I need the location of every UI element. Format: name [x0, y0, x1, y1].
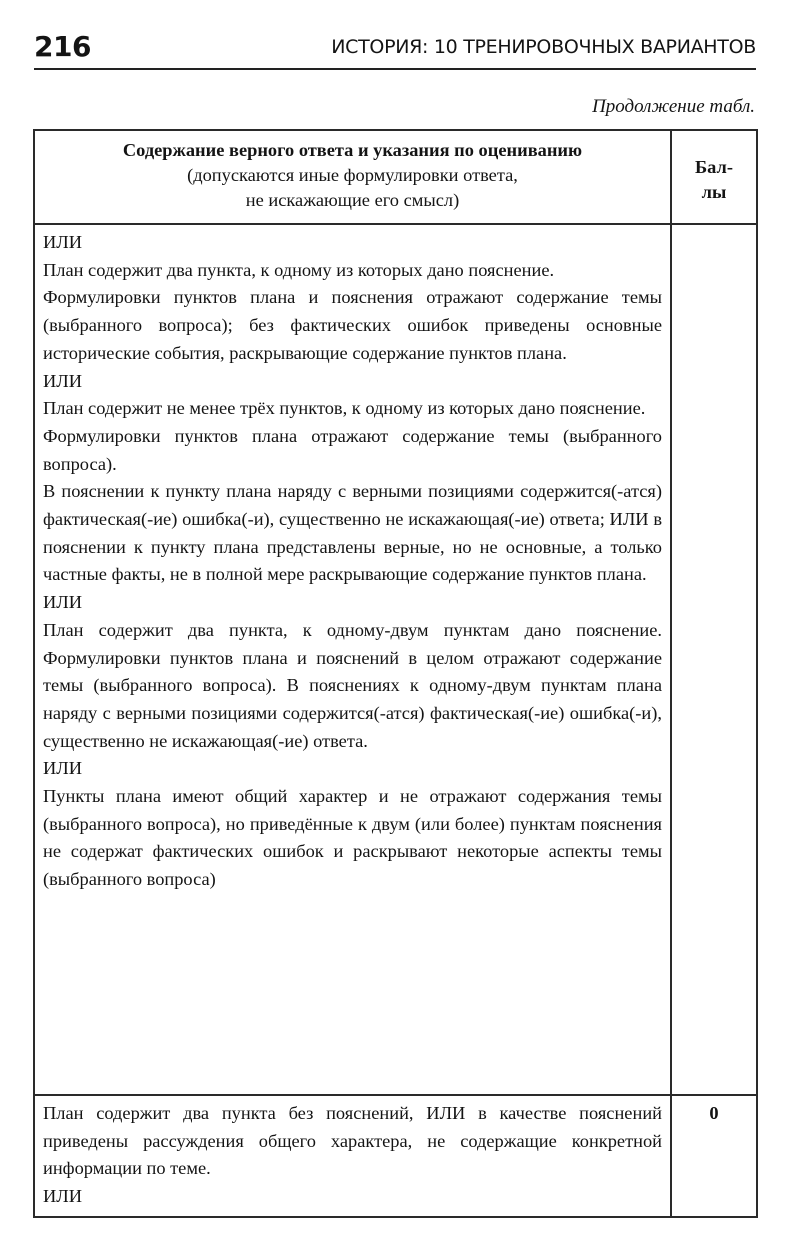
- criteria-cell: [34, 224, 671, 1095]
- criteria-paragraph: Пункты плана имеют общий характер и не отражают содержания темы (выбранного вопроса), но приведённые к двум (или более) пунктам пояснения не содержат фактических ошибок и раскрывают некоторые аспекты темы (выбранного вопроса): [43, 786, 662, 890]
- criteria-paragraph: Формулировки пунктов плана и пояснения отражают содержание темы (выбранного вопроса); без фактических ошибок приведены основные исторические события, раскрывающие содержание пунктов плана.: [43, 287, 662, 363]
- score-header-line2: лы: [701, 182, 727, 202]
- page-number: 216: [34, 30, 91, 63]
- score-column-header: [671, 130, 757, 224]
- criteria-cell: [34, 1095, 671, 1217]
- criteria-header-note-line1: (допускаются иные формулировки ответа,: [187, 165, 518, 185]
- table-row: [34, 1095, 757, 1217]
- score-cell: 0: [671, 1095, 757, 1217]
- score-header-line1: Бал-: [695, 157, 733, 177]
- criteria-header-title: Содержание верного ответа и указания по оцениванию: [122, 140, 583, 160]
- criteria-paragraph: ИЛИ: [43, 232, 83, 252]
- criteria-paragraph: План содержит не менее трёх пунктов, к одному из которых дано пояснение.: [43, 398, 646, 419]
- table-continuation-label: Продолжение табл.: [592, 96, 755, 117]
- criteria-paragraph: В пояснении к пункту плана наряду с верными позициями содержится(-атся) фактическая(-ие) ошибка(-и), существенно не искажающая(-ие) ответа; ИЛИ в пояснении к пункту плана представлены верные, но не основные, а только частные факты, не в полной мере раскрывающие содержание пунктов плана.: [43, 481, 662, 585]
- table-row: [34, 224, 757, 1095]
- page-header: [34, 26, 756, 70]
- criteria-paragraph: ИЛИ: [43, 1186, 83, 1207]
- criteria-paragraph: ИЛИ: [43, 370, 83, 391]
- criteria-paragraph: ИЛИ: [43, 592, 83, 613]
- criteria-paragraph: Формулировки пунктов плана отражают содержание темы (выбранного вопроса).: [43, 425, 662, 474]
- table-header-row: [34, 130, 757, 224]
- criteria-paragraph: План содержит два пункта, к одному-двум пунктам дано пояснение. Формулировки пунктов плана и пояснений в целом отражают содержание темы (выбранного вопроса). В пояснениях к одному-двум пунктам плана наряду с верными позициями содержится(-атся) фактическая(-ие) ошибка(-и), существенно не искажающая(-ие) ответа.: [43, 619, 662, 751]
- criteria-paragraph: План содержит два пункта, к одному из которых дано пояснение.: [43, 259, 555, 280]
- score-cell: [671, 224, 757, 1095]
- header-divider: [34, 68, 756, 70]
- grading-criteria-table: [33, 129, 758, 1218]
- criteria-header-note-line2: не искажающие его смысл): [245, 190, 460, 210]
- criteria-column-header: [34, 130, 671, 224]
- criteria-paragraph: ИЛИ: [43, 758, 83, 779]
- running-title: ИСТОРИЯ: 10 ТРЕНИРОВОЧНЫХ ВАРИАНТОВ: [331, 36, 756, 58]
- criteria-paragraph: План содержит два пункта без пояснений, ИЛИ в качестве пояснений приведены рассуждения общего характера, не содержащие конкретной информации по теме.: [43, 1103, 662, 1179]
